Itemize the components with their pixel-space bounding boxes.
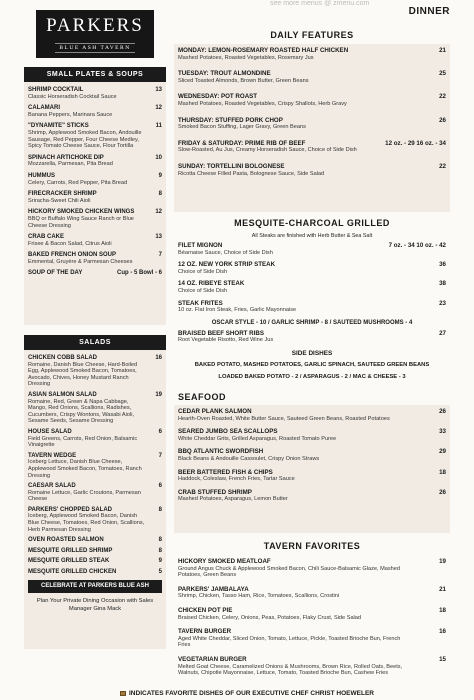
item-price: 16 (439, 628, 446, 636)
item-name: 14 OZ. RIBEYE STEAK (178, 280, 245, 288)
item-price: 25 (439, 70, 446, 78)
menu-item (178, 118, 446, 131)
menu-item (178, 48, 446, 61)
item-name: BBQ ATLANTIC SWORDFISH (178, 448, 264, 456)
item-description: Root Vegetable Risotto, Red Wine Jus (178, 337, 274, 344)
item-price: 26 (439, 116, 446, 124)
item-price: 22 (439, 162, 446, 170)
menu-item (28, 270, 162, 277)
menu-item (28, 569, 162, 576)
menu-item (178, 301, 446, 314)
salads-panel (24, 335, 166, 649)
seafood-heading (174, 392, 450, 405)
menu-item (28, 123, 162, 149)
item-description: Haddock, Coleslaw, French Fries, Tartar Sauce (178, 476, 295, 483)
menu-item (28, 252, 162, 265)
menu-item (178, 449, 446, 462)
dinner-label: DINNER (408, 6, 450, 17)
menu-item (28, 191, 162, 204)
item-price: 26 (439, 408, 446, 415)
item-price: 13 (155, 87, 162, 93)
item-description: Choice of Side Dish (178, 287, 228, 294)
item-price: 18 (439, 606, 446, 614)
item-name: CEDAR PLANK SALMON (178, 408, 252, 415)
item-price: 12 (155, 209, 162, 216)
menu-item (28, 87, 162, 100)
menu-item (28, 209, 162, 229)
item-price: 11 (155, 123, 162, 130)
item-description: Banana Peppers, Marinara Sauce (28, 111, 113, 118)
item-description: Mashed Potatoes, Roasted Vegetables, Rosemary Jus (178, 54, 314, 61)
item-description: Romaine, Red, Green & Napa Cabbage, Mango, Red Onions, Scallions, Radishes, Cucumbers, Crispy Wontons, Wasabi Aioli, Sesame Seeds, Sesame Dressing (28, 398, 135, 425)
menu-item (28, 558, 162, 565)
item-name: HOUSE SALAD (28, 428, 72, 435)
private-dining-note: Plan Your Private Dining Occasion with Sales Manager Gina Mack (36, 597, 154, 612)
watermark: see more menus @ zmenu.com (270, 0, 370, 7)
short-ribs-item (178, 331, 446, 344)
side-dishes-line2: LOADED BAKED POTATO - 2 / ASPARAGUS - 2 / MAC & CHEESE - 3 (218, 373, 406, 380)
item-price: 22 (439, 93, 446, 101)
right-column (174, 0, 450, 700)
item-price: 19 (155, 391, 162, 398)
item-name: MESQUITE GRILLED SHRIMP (28, 547, 113, 554)
item-name: MONDAY: LEMON-ROSEMARY ROASTED HALF CHICKEN (178, 47, 349, 54)
item-name: VEGETARIAN BURGER (178, 655, 247, 663)
item-description: Slow-Roasted, Au Jus, Creamy Horseradish Sauce, Choice of Side Dish (178, 147, 357, 154)
menu-item (28, 355, 162, 388)
item-name: CAESAR SALAD (28, 483, 76, 490)
item-price: 27 (439, 329, 446, 337)
menu-item (178, 409, 446, 422)
item-description: Shrimp, Chicken, Tasso Ham, Rice, Tomatoes, Scallions, Crostini (178, 593, 340, 600)
tavern-title: TAVERN FAVORITES (263, 541, 361, 551)
item-name: "DYNAMITE" STICKS (28, 123, 89, 130)
small-plates-panel (24, 67, 166, 325)
item-price: 29 (439, 448, 446, 456)
item-name: 12 OZ. NEW YORK STRIP STEAK (178, 261, 276, 269)
item-price: 9 (158, 172, 162, 179)
menu-item (178, 429, 446, 442)
item-name: CRAB CAKE (28, 234, 64, 241)
item-price: 12 oz. - 29 16 oz. - 34 (385, 139, 446, 147)
menu-item (178, 490, 446, 503)
item-description: Sliced Toasted Almonds, Brown Butter, Green Beans (178, 77, 309, 84)
seafood-panel (174, 405, 450, 533)
item-name: PARKERS' JAMBALAYA (178, 585, 249, 593)
item-price: 8 (158, 191, 162, 198)
seafood-title: SEAFOOD (178, 392, 227, 402)
menu-item (28, 155, 162, 168)
item-description: Emmental, Gruyère & Parmesan Cheeses (28, 258, 133, 265)
item-name: THURSDAY: STUFFED PORK CHOP (178, 116, 283, 124)
item-description: Ricotta Cheese Filled Pasta, Bolognese Sauce, Side Salad (178, 170, 325, 177)
item-description: Field Greens, Carrots, Red Onion, Balsamic Vinaigrette (28, 435, 138, 449)
item-description: Romaine Lettuce, Garlic Croutons, Parmesan Cheese (28, 489, 141, 503)
daily-features-heading (174, 30, 450, 44)
item-description: Smoked Bacon Stuffing, Lager Gravy, Green Beans (178, 124, 306, 131)
item-description: Choice of Side Dish (178, 268, 228, 275)
item-price: 33 (439, 428, 446, 436)
item-description: Shrimp, Applewood Smoked Bacon, Andouille Sausage, Red Pepper, Four Cheese Medley, Spicy Tomato Cheese Sauce, Flour Tortilla (28, 129, 142, 150)
daily-features-title: DAILY FEATURES (270, 30, 354, 40)
item-description: Classic Horseradish Cocktail Sauce (28, 93, 117, 100)
celebrate-banner: CELEBRATE AT PARKERS BLUE ASH (28, 580, 162, 593)
steak-addons: OSCAR STYLE - 10 / GARLIC SHRIMP - 8 / SAUTEED MUSHROOMS - 4 (211, 319, 413, 326)
tavern-list (178, 559, 446, 677)
menu-item (178, 94, 446, 107)
item-description: Black Beans & Andouille Cassoulet, Crispy Onion Straws (178, 455, 320, 462)
item-price: 8 (158, 506, 162, 513)
item-name: CHICKEN POT PIE (178, 606, 233, 614)
item-name: PARKERS' CHOPPED SALAD (28, 506, 112, 513)
small-plates-list (28, 87, 162, 277)
mesquite-heading (174, 218, 450, 231)
item-description: 10 oz. Flat Iron Steak, Fries, Garlic Mayonnaise (178, 307, 297, 314)
menu-item (178, 608, 446, 621)
item-name: SPINACH ARTICHOKE DIP (28, 154, 104, 161)
tavern-heading (174, 541, 450, 555)
item-description: White Cheddar Grits, Grilled Asparagus, Roasted Tomato Puree (178, 435, 337, 442)
menu-item (178, 164, 446, 177)
menu-item (178, 141, 446, 154)
item-price: 13 (155, 234, 162, 241)
item-price: 36 (439, 261, 446, 269)
item-description: Braised Chicken, Celery, Onions, Peas, Potatoes, Flaky Crust, Side Salad (178, 614, 362, 621)
item-name: SUNDAY: TORTELLINI BOLOGNESE (178, 162, 285, 170)
menu-item (178, 281, 446, 294)
item-price: 6 (158, 483, 162, 490)
item-price: 16 (155, 355, 162, 361)
menu-item (28, 105, 162, 118)
item-price: Cup - 5 Bowl - 6 (117, 270, 162, 277)
item-description: Ground Angus Chuck & Applewood Smoked Bacon, Chili Sauce-Balsamic Glaze, Mashed Potatoes, Green Beans (178, 565, 401, 579)
item-name: CHICKEN COBB SALAD (28, 355, 97, 361)
footer-note (118, 690, 374, 697)
item-name: BRAISED BEEF SHORT RIBS (178, 329, 264, 337)
item-description: Mozzarella, Parmesan, Pita Bread (28, 161, 113, 168)
menu-item (178, 587, 446, 600)
item-description: Romaine, Danish Blue Cheese, Hard-Boiled Egg, Applewood Smoked Bacon, Tomatoes, Avocado, Chives, Honey Mustard Ranch Dressing (28, 361, 138, 388)
item-name: FRIDAY & SATURDAY: PRIME RIB OF BEEF (178, 139, 306, 147)
item-description: BBQ or Buffalo Wing Sauce Ranch or Blue Cheese Dressing (28, 215, 134, 229)
item-name: HUMMUS (28, 172, 55, 179)
tavern-section (174, 555, 450, 700)
item-name: SEARED JUMBO SEA SCALLOPS (178, 428, 278, 436)
mesquite-title: MESQUITE-CHARCOAL GRILLED (234, 218, 390, 228)
item-price: 23 (439, 299, 446, 307)
menu-item (28, 537, 162, 544)
daily-features-list (178, 48, 446, 177)
menu-item (178, 243, 446, 256)
item-price: 7 (158, 452, 162, 459)
menu-item (28, 548, 162, 555)
item-name: ASIAN SALMON SALAD (28, 391, 97, 398)
side-dishes-line1: BAKED POTATO, MASHED POTATOES, GARLIC SPINACH, SAUTEED GREEN BEANS (194, 361, 430, 368)
item-price: 8 (158, 537, 162, 544)
item-name: TAVERN BURGER (178, 628, 232, 636)
parkers-logo (36, 10, 154, 58)
menu-item (28, 173, 162, 186)
small-plates-heading: SMALL PLATES & SOUPS (24, 67, 166, 82)
item-price: 6 (158, 428, 162, 435)
item-name: OVEN ROASTED SALMON (28, 537, 104, 544)
item-price: 38 (439, 280, 446, 288)
menu-item (28, 507, 162, 533)
item-name: CRAB STUFFED SHRIMP (178, 488, 252, 496)
item-name: STEAK FRITES (178, 299, 223, 307)
item-description: Sriracha-Sweet Chili Aioli (28, 197, 91, 204)
item-price: 12 (155, 105, 162, 112)
item-name: MESQUITE GRILLED CHICKEN (28, 569, 117, 576)
menu-item (28, 392, 162, 425)
menu-item (178, 559, 446, 579)
menu-item (178, 262, 446, 275)
item-description: Hearth-Oven Roasted, White Butter Sauce, Sauteed Green Beans, Roasted Potatoes (178, 415, 390, 422)
item-price: 21 (439, 47, 446, 54)
item-price: 7 oz. - 34 10 oz. - 42 (388, 242, 446, 249)
item-price: 9 (158, 558, 162, 565)
item-name: WEDNESDAY: POT ROAST (178, 93, 258, 101)
footer-text: INDICATES FAVORITE DISHES OF OUR EXECUTIVE CHEF CHRIST HOEWELER (129, 690, 374, 697)
item-price: 7 (158, 252, 162, 259)
steaks-note: All Steaks are finished with Herb Butter & Sea Salt (251, 233, 373, 239)
item-description: Mashed Potatoes, Roasted Vegetables, Crispy Shallots, Herb Gravy (178, 100, 347, 107)
menu-item (28, 483, 162, 503)
menu-item (28, 429, 162, 449)
item-description: Celery, Carrots, Red Pepper, Pita Bread (28, 179, 128, 186)
item-description: Béarnaise Sauce, Choice of Side Dish (178, 249, 273, 256)
item-price: 26 (439, 488, 446, 496)
logo-tagline: BLUE ASH TAVERN (55, 43, 134, 53)
menu-item (178, 71, 446, 84)
side-dishes-heading: SIDE DISHES (291, 349, 333, 357)
mesquite-section (174, 231, 450, 386)
item-price: 8 (158, 547, 162, 554)
item-price: 10 (155, 154, 162, 161)
item-description: Iceberg, Applewood Smoked Bacon, Danish Blue Cheese, Tomatoes, Red Onion, Scallions, Herb Parmesan Dressing (28, 513, 145, 533)
salads-heading: SALADS (24, 335, 166, 350)
item-price: 18 (439, 468, 446, 476)
item-description: Iceberg Lettuce, Danish Blue Cheese, Applewood Smoked Bacon, Tomatoes, Ranch Dressing (28, 459, 142, 479)
item-name: BEER BATTERED FISH & CHIPS (178, 468, 273, 476)
item-description: Frisee & Bacon Salad, Citrus Aioli (28, 240, 112, 247)
item-price: 21 (439, 585, 446, 593)
item-name: FILET MIGNON (178, 242, 223, 249)
item-description: Melted Goat Cheese, Caramelized Onions & Mushrooms, Brown Rice, Rolled Oats, Beets, Walnuts, Chipotle Mayonnaise, Lettuce, Tomato, Toasted Brioche Bun, Cashew Fries (178, 663, 403, 677)
item-description: Aged White Cheddar, Sliced Onion, Tomato, Lettuce, Pickle, Toasted Brioche Bun, French Fries (178, 635, 401, 649)
mesquite-list (178, 243, 446, 314)
chef-favorite-icon (120, 691, 126, 696)
item-name: MESQUITE GRILLED STEAK (28, 558, 110, 565)
item-name: HICKORY SMOKED MEATLOAF (178, 558, 271, 565)
seafood-list (178, 409, 446, 503)
salads-list (28, 355, 162, 576)
item-price: 5 (158, 569, 162, 576)
item-name: TUESDAY: TROUT ALMONDINE (178, 70, 271, 78)
menu-item (178, 629, 446, 649)
item-name: FIRECRACKER SHRIMP (28, 191, 97, 198)
menu-item (28, 234, 162, 247)
item-price: 15 (439, 655, 446, 663)
daily-features-panel (174, 44, 450, 212)
menu-item (28, 453, 162, 479)
item-name: BAKED FRENCH ONION SOUP (28, 252, 117, 259)
left-column (24, 10, 166, 649)
menu-item (178, 470, 446, 483)
item-name: SOUP OF THE DAY (28, 270, 83, 277)
item-price: 19 (439, 558, 446, 565)
item-name: CALAMARI (28, 105, 60, 112)
item-description: Mashed Potatoes, Asparagus, Lemon Butter (178, 496, 288, 503)
menu-item (178, 657, 446, 677)
logo-name: PARKERS (46, 15, 144, 36)
item-name: HICKORY SMOKED CHICKEN WINGS (28, 209, 135, 216)
item-name: SHRIMP COCKTAIL (28, 87, 84, 93)
item-name: TAVERN WEDGE (28, 452, 77, 459)
